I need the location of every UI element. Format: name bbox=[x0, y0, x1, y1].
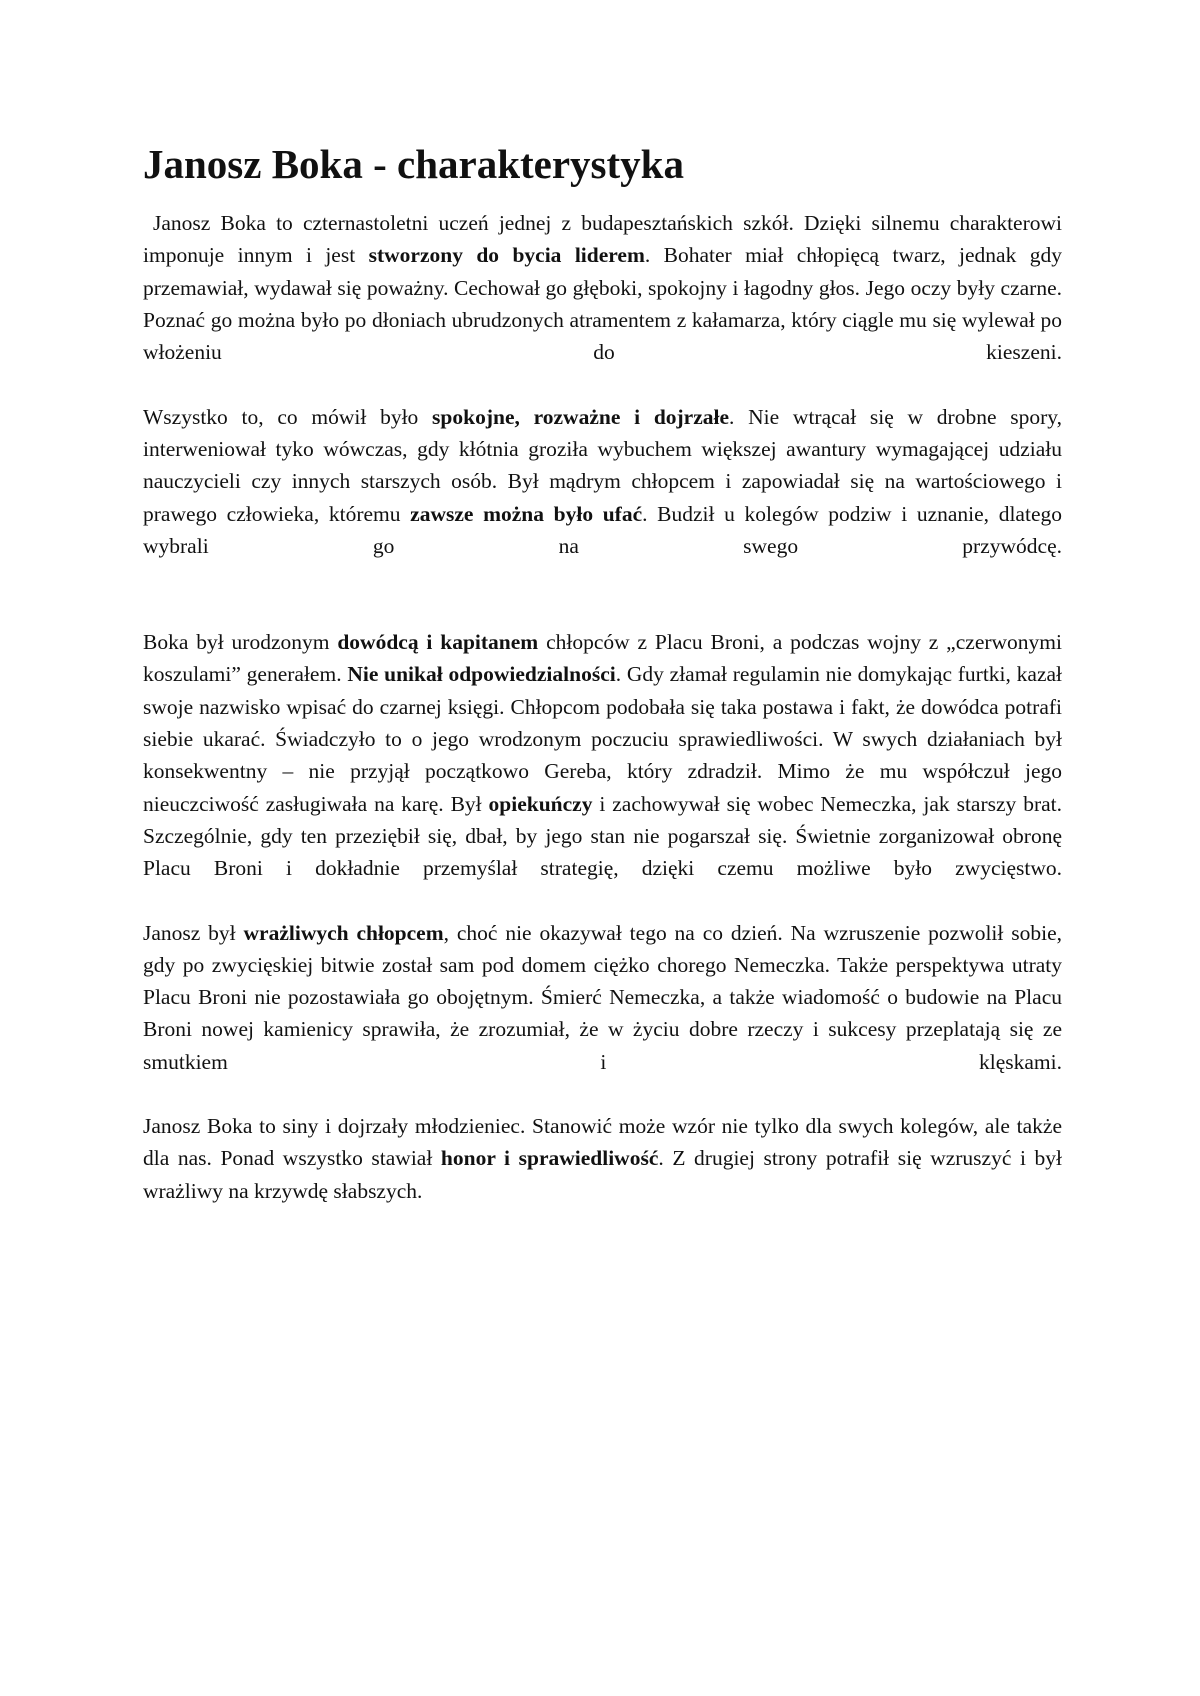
paragraph-segment: . Budził u kolegów podziw i uznanie, dlatego wybrali go na swego przywódcę. bbox=[143, 501, 1062, 558]
paragraph-1 bbox=[143, 207, 1062, 368]
paragraph-4 bbox=[143, 917, 1062, 1078]
paragraph-segment: Janosz Boka to czternastoletni uczeń jednej z budapesztańskich szkół. Dzięki silnemu charakterowi imponuje innym i jest bbox=[143, 211, 1062, 268]
paragraph-segment-bold: opiekuńczy bbox=[488, 791, 593, 816]
paragraph-segment: . Z drugiej strony potrafił się wzruszyć i był wrażliwy na krzywdę słabszych. bbox=[143, 1146, 1063, 1203]
document-title: Janosz Boka - charakterystyka bbox=[143, 141, 684, 187]
paragraph-2 bbox=[143, 401, 1062, 562]
paragraph-segment: i zachowywał się wobec Nemeczka, jak starszy brat. Szczególnie, gdy ten przeziębił się, dbał, by jego stan nie pogarszał się. Świetnie zorganizował obronę Placu Broni i dokładnie przemyślał strategię, dzięki czemu możliwe było zwycięstwo. bbox=[143, 791, 1062, 881]
paragraph-segment-bold: honor i sprawiedliwość bbox=[440, 1146, 659, 1171]
paragraph-segment: Janosz Boka to siny i dojrzały młodzieniec. Stanowić może wzór nie tylko dla swych kolegów, ale także dla nas. Ponad wszystko stawiał bbox=[143, 1114, 1062, 1171]
paragraph-segment: , choć nie okazywał tego na co dzień. Na wzruszenie pozwolił sobie, gdy po zwycięskiej bitwie został sam pod domem ciężko chorego Nemeczka. Także perspektywa utraty Placu Broni nie pozostawiała go obojętnym. Śmierć Nemeczka, a także wiadomość o budowie na Placu Broni nowej kamienicy sprawiła, że zrozumiał, że w życiu dobre rzeczy i sukcesy przeplatają się ze smutkiem i klęskami. bbox=[143, 920, 1062, 1074]
paragraph-3 bbox=[143, 626, 1062, 884]
paragraph-segment: . Nie wtrącał się w drobne spory, interweniował tyko wówczas, gdy kłótnia groziła wybuchem większej awantury wymagającej udziału nauczycieli czy innych starszych osób. Był mądrym chłopcem i zapowiadał się na wartościowego i prawego człowieka, któremu bbox=[143, 404, 1062, 526]
paragraph-segment-bold: zawsze można było ufać bbox=[410, 501, 643, 526]
paragraph-segment: . Bohater miał chłopięcą twarz, jednak gdy przemawiał, wydawał się poważny. Cechował go głęboki, spokojny i łagodny głos. Jego oczy były czarne. Poznać go można było po dłoniach ubrudzonych atramentem z kałamarza, który ciągle mu się wylewał po włożeniu do kieszeni. bbox=[143, 243, 1062, 365]
paragraph-segment: chłopców z Placu Broni, a podczas wojny z „czerwonymi koszulami” generałem. bbox=[143, 630, 1062, 687]
paragraph-segment-bold: Nie unikał odpowiedzialności bbox=[347, 662, 616, 687]
paragraph-segment: Wszystko to, co mówił było bbox=[143, 404, 433, 429]
paragraph-segment-bold: stworzony do bycia liderem bbox=[368, 243, 645, 268]
paragraph-segment: Janosz był bbox=[143, 920, 244, 945]
paragraph-segment-bold: spokojne, rozważne i dojrzałe bbox=[432, 404, 730, 429]
paragraph-5 bbox=[143, 1110, 1062, 1207]
paragraph-segment: Boka był urodzonym bbox=[143, 630, 338, 655]
paragraph-segment-bold: wrażliwych chłopcem bbox=[243, 920, 444, 945]
paragraph-segment: . Gdy złamał regulamin nie domykając furtki, kazał swoje nazwisko wpisać do czarnej księgi. Chłopcom podobała się taka postawa i fakt, że dowódca potrafi siebie ukarać. Świadczyło to o jego wrodzonym poczuciu sprawiedliwości. W swych działaniach był konsekwentny – nie przyjął początkowo Gereba, który zdradził. Mimo że mu współczuł jego nieuczciwość zasługiwała na karę. Był bbox=[143, 662, 1063, 816]
paragraph-segment-bold: dowódcą i kapitanem bbox=[337, 630, 539, 655]
document-body bbox=[143, 140, 1062, 1207]
